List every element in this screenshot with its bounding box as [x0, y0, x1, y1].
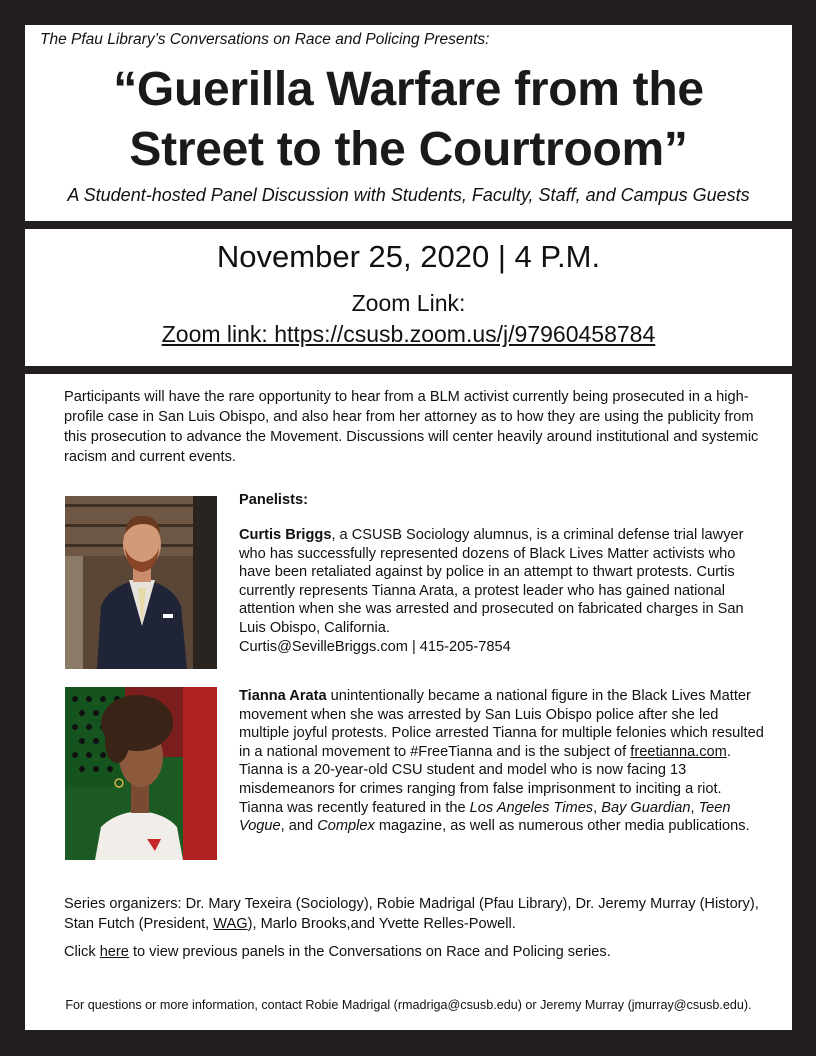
- tianna-arata-name: Tianna Arata: [239, 688, 327, 704]
- zoom-link-row: [25, 321, 792, 348]
- tianna-bio-part-3: magazine, as well as numerous other media publications.: [374, 818, 750, 835]
- event-date-time: November 25, 2020 | 4 P.M.: [216, 239, 601, 274]
- event-title: [25, 60, 792, 180]
- tianna-arata-bio: [239, 687, 764, 836]
- curtis-briggs-contact: Curtis@SevilleBriggs.com | 415-205-7854: [239, 638, 511, 655]
- intro-paragraph: Participants will have the rare opportunity to hear from a BLM activist currently being prosecuted in a high-profile case in San Luis Obispo, and also hear from her attorney as to how they are using the publicity from this prosecution to advance the Movement. Discussions will center heavily around institutional and systemic racism and current events.: [64, 389, 759, 465]
- curtis-briggs-bio-text: , a CSUSB Sociology alumnus, is a criminal defense trial lawyer who has successfully represented dozens of Black Lives Matter activists who have been retaliated against by police in an attempt to thwart protests. Curtis currently represents Tianna Arata, a protest leader who has gained national attention when she was arrested and prosecuted on fabricated charges in San Luis Obispo, California.: [239, 527, 744, 636]
- previous-panels-line: [64, 944, 764, 960]
- curtis-briggs-bio: [239, 526, 764, 656]
- publication-separator-1: ,: [593, 799, 602, 816]
- publication-separator-2: ,: [690, 799, 699, 816]
- curtis-briggs-photo: [65, 496, 217, 669]
- title-line-2: Street to the Courtroom”: [129, 123, 688, 176]
- tianna-arata-photo: [65, 687, 217, 860]
- tianna-bio-part-2: . Tianna is a 20-year-old CSU student and model who is now facing 13 misdemeanors for crimes ranging from false imprisonment to inciting a riot. Tianna was recently featured in the: [239, 743, 731, 816]
- freetianna-link[interactable]: freetianna.com: [630, 743, 727, 760]
- publication-separator-3: , and: [280, 818, 318, 835]
- curtis-briggs-name: Curtis Briggs: [239, 527, 332, 543]
- zoom-label: Zoom Link:: [351, 290, 466, 316]
- click-prefix: Click: [64, 944, 100, 960]
- tianna-bio-part-1: unintentionally became a national figure in the Black Lives Matter movement when she was arrested by San Luis Obispo police after she led multiple joyful protests. Police arrested Tianna for multiple felonies which resulted in a national movement to #FreeTianna and is the subject of: [239, 688, 764, 760]
- publication-teen-vogue: Teen Vogue: [239, 799, 731, 835]
- wag-link[interactable]: WAG: [213, 916, 248, 932]
- presents-line: The Pfau Library’s Conversations on Race and Policing Presents:: [40, 31, 490, 48]
- series-organizers: [64, 894, 764, 934]
- click-suffix: to view previous panels in the Conversations on Race and Policing series.: [128, 944, 611, 960]
- organizers-text-1: Series organizers: Dr. Mary Texeira (Sociology), Robie Madrigal (Pfau Library), Dr. Jeremy Murray (History), Stan Futch (President,: [64, 896, 759, 932]
- organizers-text-2: ), Marlo Brooks,and Yvette Relles-Powell.: [247, 916, 516, 932]
- date-panel: [25, 229, 792, 366]
- header-panel: [25, 25, 792, 221]
- contact-footer: For questions or more information, contact Robie Madrigal (rmadriga@csusb.edu) or Jeremy Murray (jmurray@csusb.edu).: [65, 998, 752, 1012]
- event-subtitle: A Student-hosted Panel Discussion with Students, Faculty, Staff, and Campus Guests: [67, 185, 750, 205]
- publication-bay-guardian: Bay Guardian: [601, 799, 691, 816]
- panelists-heading: Panelists:: [239, 492, 308, 508]
- title-line-1: “Guerilla Warfare from the: [113, 63, 704, 116]
- body-panel: [25, 374, 792, 1030]
- publication-complex: Complex: [317, 818, 375, 835]
- publication-los-angeles-times: Los Angeles Times: [469, 799, 594, 816]
- zoom-link[interactable]: Zoom link: https://csusb.zoom.us/j/97960458784: [161, 321, 656, 347]
- here-link[interactable]: here: [99, 944, 129, 960]
